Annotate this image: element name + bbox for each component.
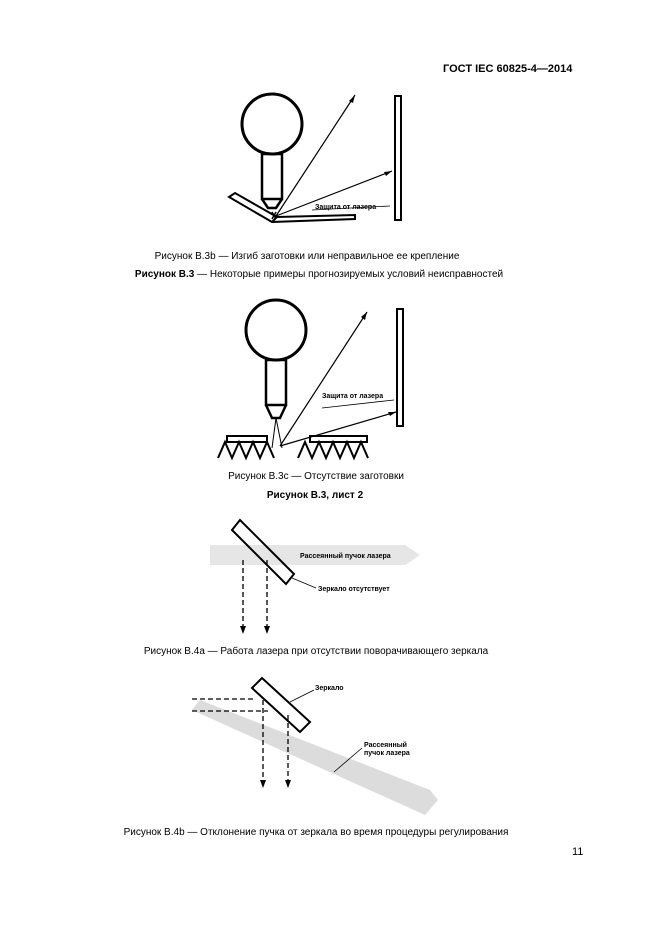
figure-b3-caption (135, 269, 503, 281)
figure-b4b-caption: Рисунок В.4b — Отклонение пучка от зеркала во время процедуры регулирования (123, 827, 509, 838)
shield-label: Защита от лазера (315, 204, 377, 211)
mirror-absent-label: Зеркало отсутствует (318, 586, 390, 593)
figure-b3c-diagram (215, 300, 415, 460)
figure-b3c-caption: Рисунок В.3с — Отсутствие заготовки (228, 471, 404, 482)
scattered-beam-label-line1: Рассеянный (364, 742, 407, 749)
mirror-label: Зеркало (315, 685, 344, 692)
scattered-beam-label-line2: пучок лазера (364, 750, 410, 757)
scattered-beam-label: Рассеянный пучок лазера (300, 553, 391, 560)
standard-header: ГОСТ IEC 60825-4—2014 (443, 63, 573, 75)
figure-b3b-diagram (215, 88, 415, 228)
figure-b3b-caption: Рисунок В.3b — Изгиб заготовки или неправильное ее крепление (154, 251, 460, 262)
figure-b3-caption-rest: — Некоторые примеры прогнозируемых условий неисправностей (194, 269, 504, 280)
figure-b3-sheet-caption: Рисунок В.3, лист 2 (266, 490, 364, 501)
shield-label: Защита от лазера (322, 393, 384, 400)
page-number: 11 (572, 846, 584, 858)
figure-b4a-diagram (200, 510, 440, 640)
figure-b3-caption-prefix: Рисунок В.3 (134, 269, 195, 280)
figure-b4b-diagram (185, 670, 445, 820)
figure-b4a-caption: Рисунок В.4а — Работа лазера при отсутствии поворачивающего зеркала (143, 646, 489, 657)
